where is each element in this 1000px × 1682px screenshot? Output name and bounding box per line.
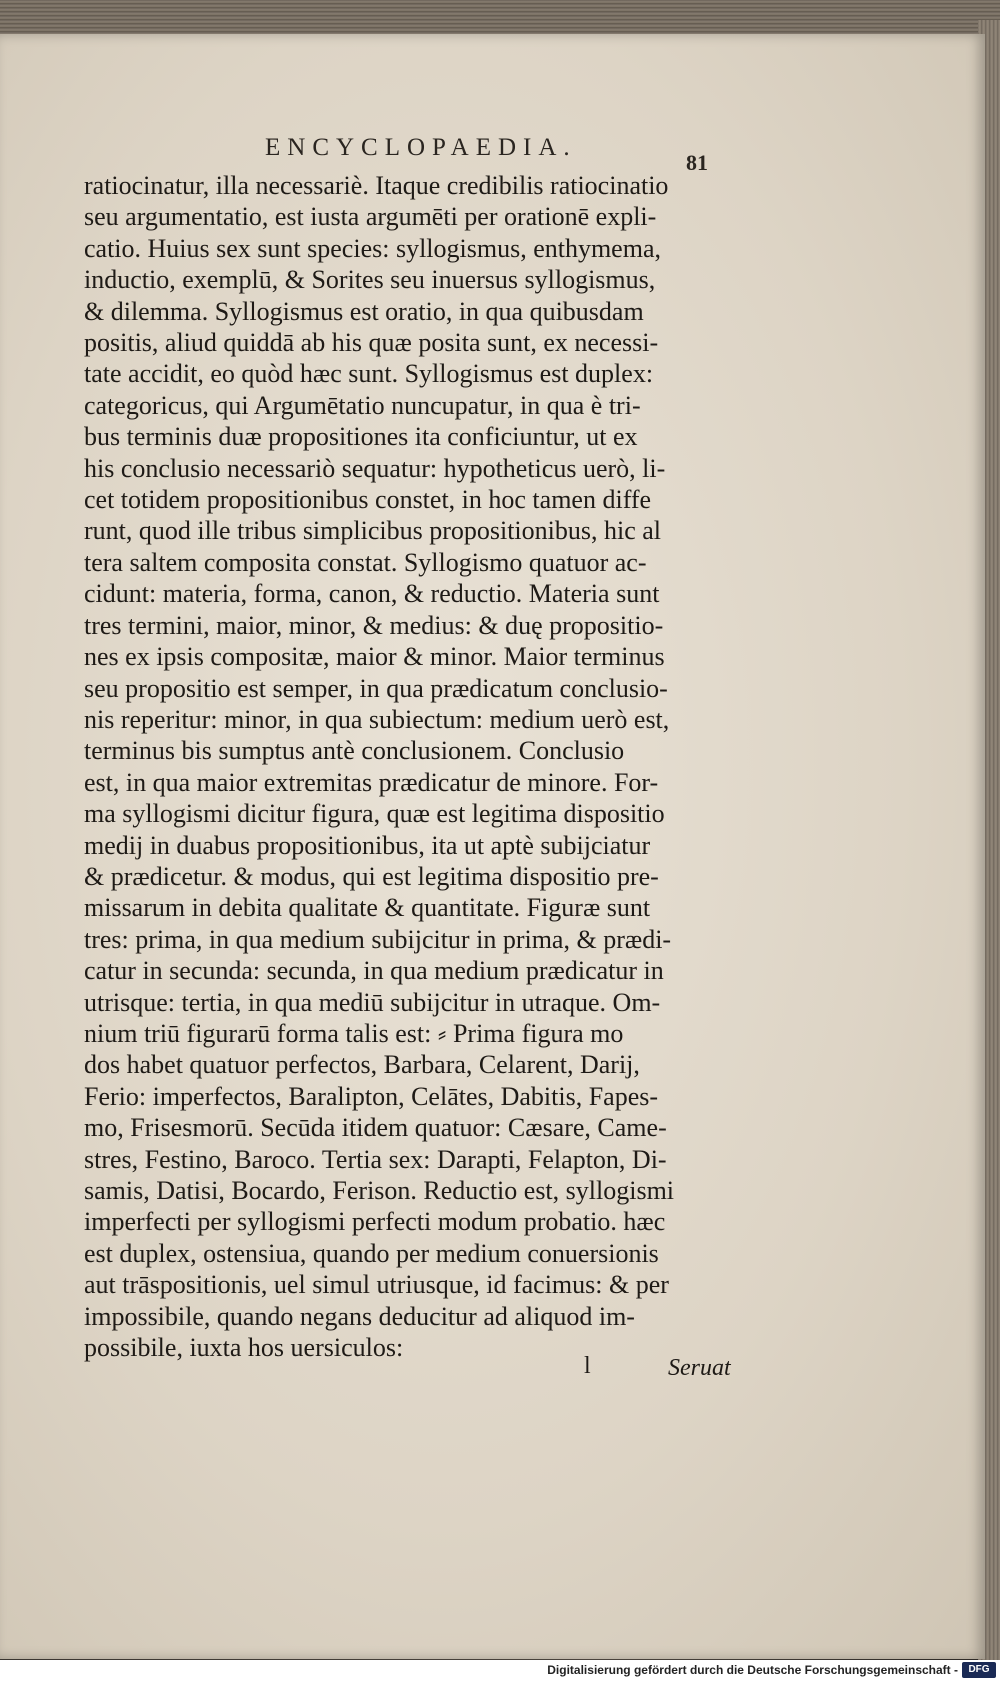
text-line: est, in qua maior extremitas prædicatur de minore. For-: [84, 767, 659, 797]
text-line: terminus bis sumptus antè conclusionem. Conclusio: [84, 736, 625, 766]
text-line: mo, Frisesmorū. Secūda itidem quatuor: Cæsare, Came-: [84, 1113, 667, 1143]
text-line: nes ex ipsis compositæ, maior & minor. Maior terminus: [84, 642, 665, 672]
text-line: nis reperitur: minor, in qua subiectum: medium uerò est,: [84, 704, 670, 734]
footer-bar: [0, 1660, 1000, 1682]
text-line: tres: prima, in qua medium subijcitur in prima, & prædi-: [84, 924, 672, 954]
text-line: ratiocinatur, illa necessariè. Itaque credibilis ratiocinatio: [84, 171, 669, 200]
text-line: & prædicetur. & modus, qui est legitima dispositio pre-: [84, 861, 659, 891]
text-line: ma syllogismi dicitur figura, quæ est legitima dispositio: [84, 799, 665, 829]
text-line: Ferio: imperfectos, Baralipton, Celātes, Dabitis, Fapes-: [84, 1081, 659, 1111]
running-head: ENCYCLOPAEDIA.: [265, 134, 577, 161]
text-line: tera saltem composita constat. Syllogismo quatuor ac-: [84, 547, 647, 577]
text-line: medij in duabus propositionibus, ita ut aptè subijciatur: [84, 830, 651, 860]
text-line: catur in secunda: secunda, in qua medium prædicatur in: [84, 956, 664, 986]
text-line: aut trāspositionis, uel simul utriusque, id facimus: & per: [84, 1270, 669, 1300]
catchword: Seruat: [668, 1355, 731, 1381]
page-number: 81: [686, 150, 708, 175]
text-line: samis, Datisi, Bocardo, Ferison. Reductio est, syllogismi: [84, 1176, 675, 1205]
text-line: utrisque: tertia, in qua mediū subijcitur in utraque. Om-: [84, 987, 661, 1017]
text-line: cet totidem propositionibus constet, in hoc tamen diffe: [84, 485, 652, 515]
text-line: positis, aliud quiddā ab his quæ posita sunt, ex necessi-: [84, 328, 659, 358]
text-line: stres, Festino, Baroco. Tertia sex: Darapti, Felapton, Di-: [84, 1144, 667, 1174]
text-line: cidunt: materia, forma, canon, & reductio. Materia sunt: [84, 579, 660, 609]
text-line: his conclusio necessariò sequatur: hypotheticus uerò, li-: [84, 453, 666, 483]
text-line: dos habet quatuor perfectos, Barbara, Celarent, Darij,: [84, 1050, 640, 1080]
text-line: catio. Huius sex sunt species: syllogismus, enthymema,: [84, 233, 661, 263]
text-line: imperfecti per syllogismi perfecti modum probatio. hæc: [84, 1207, 666, 1237]
text-line: runt, quod ille tribus simplicibus propositionibus, hic al: [84, 516, 662, 546]
footer-credit: Digitalisierung gefördert durch die Deutsche Forschungsgemeinschaft -: [547, 1663, 958, 1677]
dfg-logo: DFG: [962, 1662, 996, 1678]
text-line: tres termini, maior, minor, & medius: & duę propositio-: [84, 610, 664, 640]
text-line: categoricus, qui Argumētatio nuncupatur, in qua è tri-: [84, 390, 641, 420]
text-line: nium triū figurarū forma talis est: ⸗ Prima figura mo: [84, 1018, 624, 1048]
text-line: bus terminis duæ propositiones ita conficiuntur, ut ex: [84, 422, 638, 452]
text-line: seu argumentatio, est iusta argumēti per orationē expli-: [84, 202, 657, 232]
text-line: inductio, exemplū, & Sorites seu inuersus syllogismus,: [84, 265, 656, 295]
body-text: [84, 170, 734, 1363]
signature-mark: l: [584, 1353, 591, 1379]
text-line: tate accidit, eo quòd hæc sunt. Syllogismus est duplex:: [84, 359, 654, 389]
text-line: est duplex, ostensiua, quando per medium conuersionis: [84, 1238, 659, 1268]
text-line: seu propositio est semper, in qua prædicatum conclusio-: [84, 673, 668, 703]
text-line: impossibile, quando negans deducitur ad aliquod im-: [84, 1301, 635, 1331]
text-line: missarum in debita qualitate & quantitate. Figuræ sunt: [84, 893, 651, 923]
text-line: & dilemma. Syllogismus est oratio, in qua quibusdam: [84, 296, 644, 326]
text-line: possibile, iuxta hos uersiculos:: [84, 1333, 404, 1363]
